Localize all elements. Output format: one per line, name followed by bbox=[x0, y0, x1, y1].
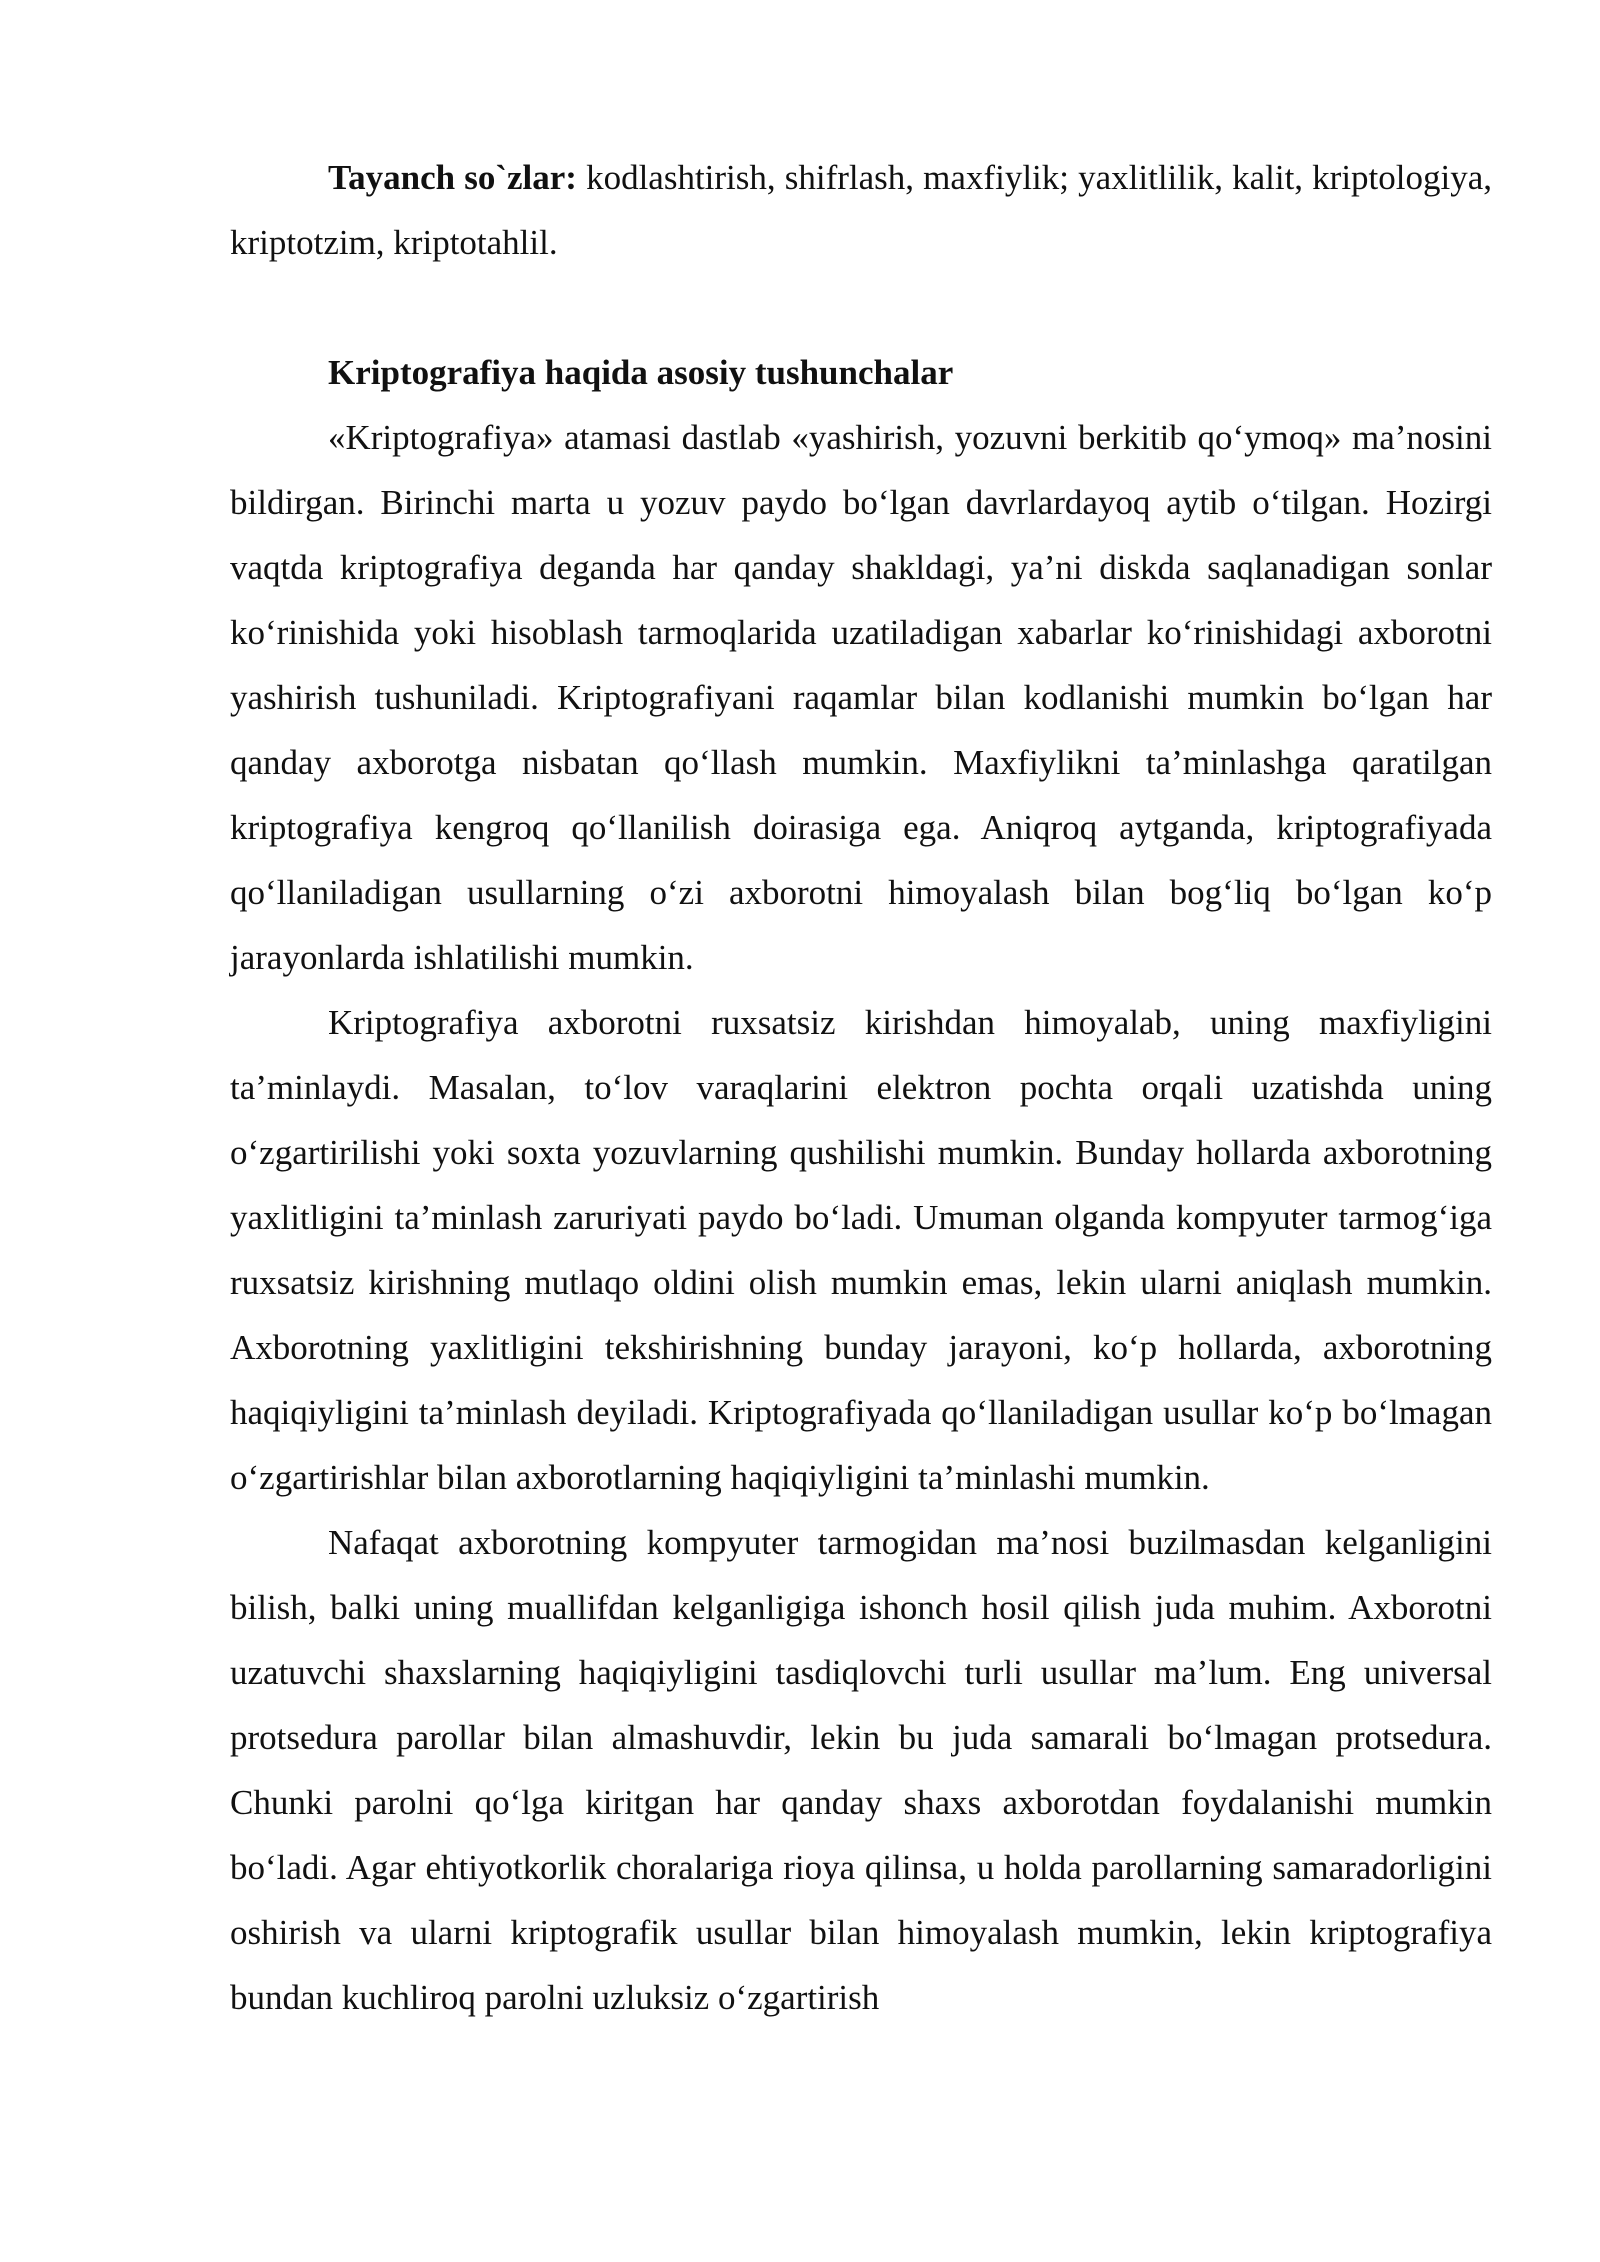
keywords-label: Tayanch so`zlar: bbox=[328, 158, 577, 197]
section-heading: Kriptografiya haqida asosiy tushunchalar bbox=[328, 353, 954, 392]
body-paragraph: Kriptografiya axborotni ruxsatsiz kirishdan himoyalab, uning maxfiyligini ta’minlaydi. Masalan, to‘lov varaqlarini elektron pochta orqali uzatishda uning o‘zgartirilishi yoki soxta yozuvlarning qushilishi mumkin. Bunday hollarda axborotning yaxlitligini ta’minlash zaruriyati paydo bo‘ladi. Umuman olganda kompyuter tarmog‘iga ruxsatsiz kirishning mutlaqo oldini olish mumkin emas, lekin ularni aniqlash mumkin. Axborotning yaxlitligini tekshirishning bunday jarayoni, ko‘p hollarda, axborotning haqiqiyligini ta’minlash deyiladi. Kriptografiyada qo‘llaniladigan usullar ko‘p bo‘lmagan o‘zgartirishlar bilan axborotlarning haqiqiyligini ta’minlashi mumkin. bbox=[230, 1003, 1492, 1497]
body-paragraph: Nafaqat axborotning kompyuter tarmogidan ma’nosi buzilmasdan kelganligini bilish, balki uning muallifdan kelganligiga ishonch hosil qilish juda muhim. Axborotni uzatuvchi shaxslarning haqiqiyligini tasdiqlovchi turli usullar ma’lum. Eng universal protsedura parollar bilan almashuvdir, lekin bu juda samarali bo‘lmagan protsedura. Chunki parolni qo‘lga kiritgan har qanday shaxs axborotdan foydalanishi mumkin bo‘ladi. Agar ehtiyotkorlik choralariga rioya qilinsa, u holda parollarning samaradorligini oshirish va ularni kriptografik usullar bilan himoyalash mumkin, lekin kriptografiya bundan kuchliroq parolni uzluksiz o‘zgartirish bbox=[230, 1523, 1492, 2017]
body-paragraph: «Kriptografiya» atamasi dastlab «yashirish, yozuvni berkitib qo‘ymoq» ma’nosini bildirgan. Birinchi marta u yozuv paydo bo‘lgan davrlardayoq aytib o‘tilgan. Hozirgi vaqtda kriptografiya deganda har qanday shakldagi, ya’ni diskda saqlanadigan sonlar ko‘rinishida yoki hisoblash tarmoqlarida uzatiladigan xabarlar ko‘rinishidagi axborotni yashirish tushuniladi. Kriptografiyani raqamlar bilan kodlanishi mumkin bo‘lgan har qanday axborotga nisbatan qo‘llash mumkin. Maxfiylikni ta’minlashga qaratilgan kriptografiya kengroq qo‘llanilish doirasiga ega. Aniqroq aytganda, kriptografiyada qo‘llaniladigan usullarning o‘zi axborotni himoyalash bilan bog‘liq bo‘lgan ko‘p jarayonlarda ishlatilishi mumkin. bbox=[230, 418, 1492, 977]
document-page bbox=[230, 145, 1492, 2030]
keywords-paragraph bbox=[230, 145, 1492, 275]
keywords-text: kodlashtirish, shifrlash, maxfiylik; yaxlitlilik, kalit, kriptologiya, kriptotzim, kriptotahlil. bbox=[230, 158, 1492, 262]
